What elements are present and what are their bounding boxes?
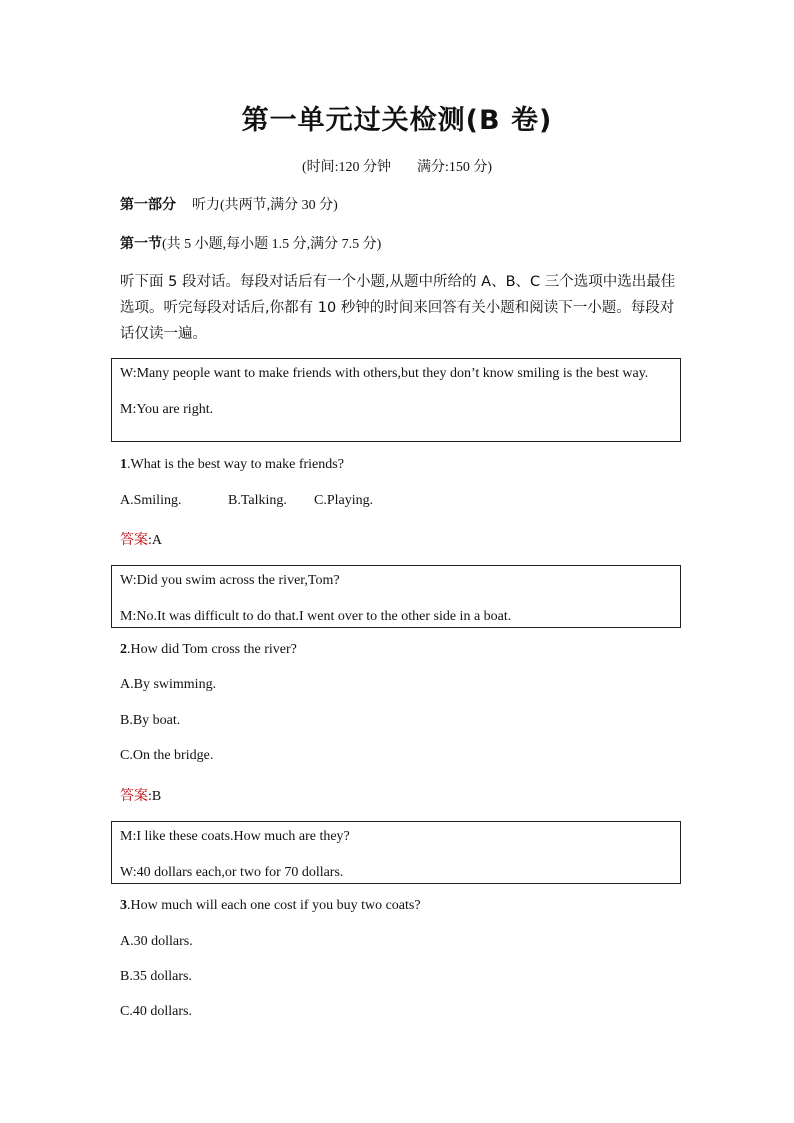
section-heading [120, 233, 381, 253]
option-b: B.Talking. [228, 493, 287, 508]
dialog-line: W:Many people want to make friends with others,but they don’t know smiling is the best way. [120, 366, 649, 381]
option-c: C.40 dollars. [120, 1004, 192, 1019]
dialog-box-3 [111, 821, 681, 884]
dialog-line: W:Did you swim across the river,Tom? [120, 573, 340, 588]
question-text: .How much will each one cost if you buy two coats? [127, 898, 421, 913]
section-label: 第一节 [120, 236, 162, 252]
dialog-line: M:No.It was difficult to do that.I went over to the other side in a boat. [120, 609, 512, 624]
option-b: B.By boat. [120, 713, 181, 728]
part-heading [120, 194, 338, 214]
option-a: A.By swimming. [120, 677, 217, 692]
part-desc: 听力(共两节,满分 30 分) [192, 198, 338, 213]
answer-label: 答案 [120, 532, 148, 548]
question-text: .What is the best way to make friends? [127, 457, 344, 472]
option-c: C.Playing. [314, 493, 374, 508]
question-number: 1 [120, 457, 127, 472]
dialog-line: M:You are right. [120, 402, 214, 417]
question-2 [120, 642, 297, 658]
dialog-line: W:40 dollars each,or two for 70 dollars. [120, 865, 344, 880]
dialog-line: M:I like these coats.How much are they? [120, 829, 350, 844]
option-c: C.On the bridge. [120, 748, 214, 763]
answer-value: :B [148, 789, 162, 804]
instructions: 听下面 5 段对话。每段对话后有一个小题,从题中所给的 A、B、C 三个选项中选出最佳选项。听完每段对话后,你都有 10 秒钟的时间来回答有关小题和阅读下一小题。每段对话仅读一遍。 [120, 274, 676, 342]
question-3 [120, 898, 421, 914]
option-a: A.Smiling. [120, 493, 182, 508]
answer-2 [120, 785, 161, 805]
page-title: 第一单元过关检测(B 卷) [241, 105, 553, 136]
exam-time: (时间:120 分钟 [301, 160, 391, 175]
part-label: 第一部分 [120, 197, 176, 213]
question-number: 3 [120, 898, 127, 913]
answer-value: :A [148, 533, 162, 548]
dialog-box-1 [111, 358, 681, 442]
dialog-box-2 [111, 565, 681, 628]
answer-label: 答案 [120, 788, 148, 804]
section-desc: (共 5 小题,每小题 1.5 分,满分 7.5 分) [162, 237, 382, 252]
option-b: B.35 dollars. [120, 969, 192, 984]
question-number: 2 [120, 642, 127, 657]
answer-1 [120, 529, 162, 549]
option-a: A.30 dollars. [120, 934, 193, 949]
exam-score: 满分:150 分) [417, 160, 493, 175]
options-row-1 [120, 493, 373, 509]
question-text: .How did Tom cross the river? [127, 642, 297, 657]
exam-info [0, 156, 794, 176]
question-1 [120, 457, 344, 473]
